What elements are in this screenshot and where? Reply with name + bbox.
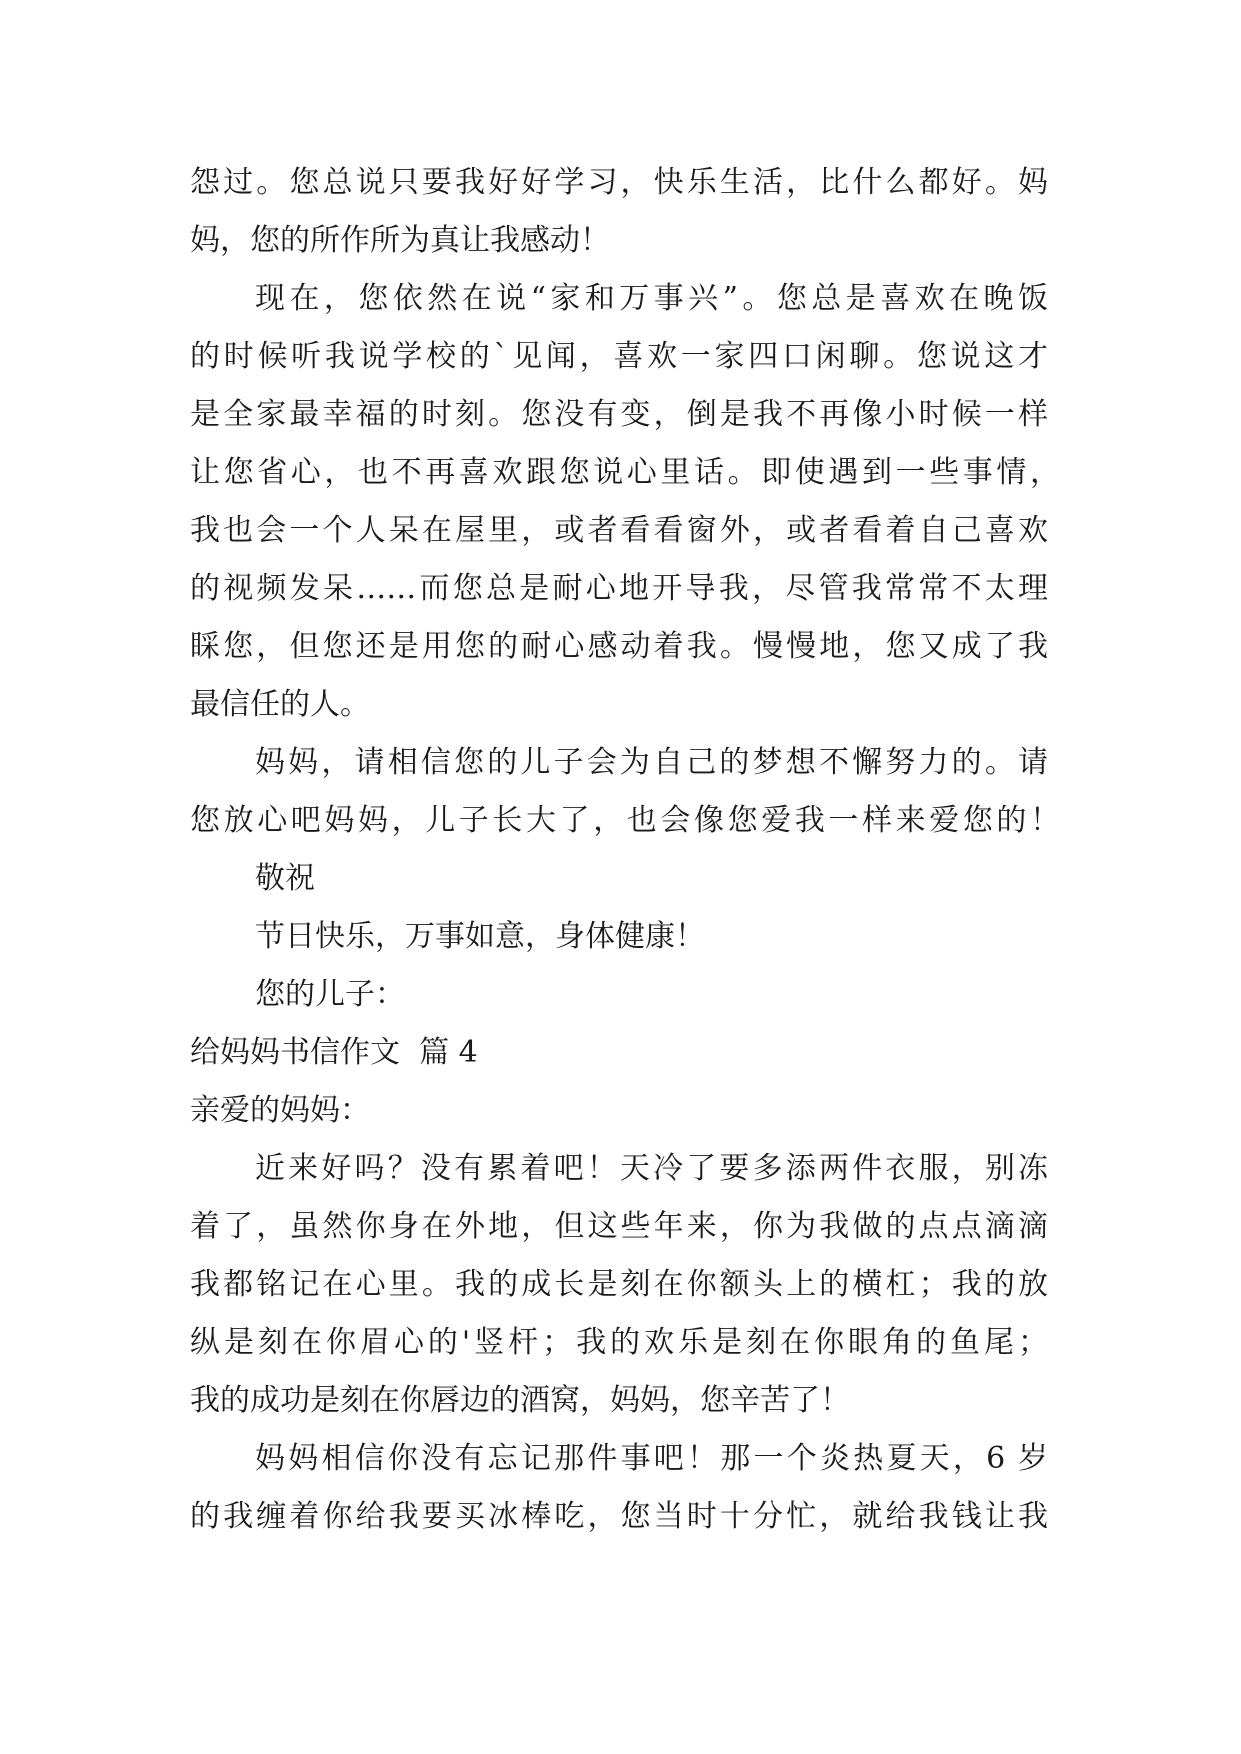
- text-line: 着了，虽然你身在外地，但这些年来，你为我做的点点滴滴: [190, 1209, 1048, 1244]
- text-line: 我的成功是刻在你唇边的酒窝，妈妈，您辛苦了！: [190, 1383, 850, 1418]
- text-line: 最信任的人。: [190, 687, 370, 722]
- text-line: 怨过。您总说只要我好好学习，快乐生活，比什么都好。妈: [190, 165, 1048, 200]
- text-line: 我也会一个人呆在屋里，或者看看窗外，或者看着自己喜欢: [190, 513, 1048, 548]
- text-line: 您放心吧妈妈，儿子长大了，也会像您爱我一样来爱您的！: [190, 803, 1060, 838]
- text-line: 是全家最幸福的时刻。您没有变，倒是我不再像小时候一样: [190, 397, 1048, 432]
- text-line: 您的儿子：: [255, 977, 405, 1012]
- text-line: 妈，您的所作所为真让我感动！: [190, 223, 610, 258]
- text-line: 妈妈，请相信您的儿子会为自己的梦想不懈努力的。请: [255, 745, 1048, 780]
- text-line: 现在，您依然在说“家和万事兴”。您总是喜欢在晚饭: [255, 281, 1048, 316]
- salutation: 亲爱的妈妈：: [190, 1093, 370, 1128]
- text-line: 纵是刻在你眉心的'竖杆；我的欢乐是刻在你眼角的鱼尾；: [190, 1325, 1048, 1360]
- text-line: 的时候听我说学校的`见闻，喜欢一家四口闲聊。您说这才: [190, 339, 1048, 374]
- text-line: 的我缠着你给我要买冰棒吃，您当时十分忙，就给我钱让我: [190, 1499, 1048, 1534]
- section-heading: 给妈妈书信作文 篇 4: [190, 1035, 478, 1070]
- text-line: 近来好吗？没有累着吧！天冷了要多添两件衣服，别冻: [255, 1151, 1048, 1186]
- text-line: 睬您，但您还是用您的耐心感动着我。慢慢地，您又成了我: [190, 629, 1048, 664]
- text-line: 我都铭记在心里。我的成长是刻在你额头上的横杠；我的放: [190, 1267, 1048, 1302]
- text-line: 妈妈相信你没有忘记那件事吧！那一个炎热夏天，6 岁: [255, 1441, 1048, 1476]
- text-line: 敬祝: [255, 861, 315, 896]
- text-line: 让您省心，也不再喜欢跟您说心里话。即使遇到一些事情，: [190, 455, 1060, 490]
- text-line: 的视频发呆……而您总是耐心地开导我，尽管我常常不太理: [190, 571, 1048, 606]
- text-line: 节日快乐，万事如意，身体健康！: [255, 919, 705, 954]
